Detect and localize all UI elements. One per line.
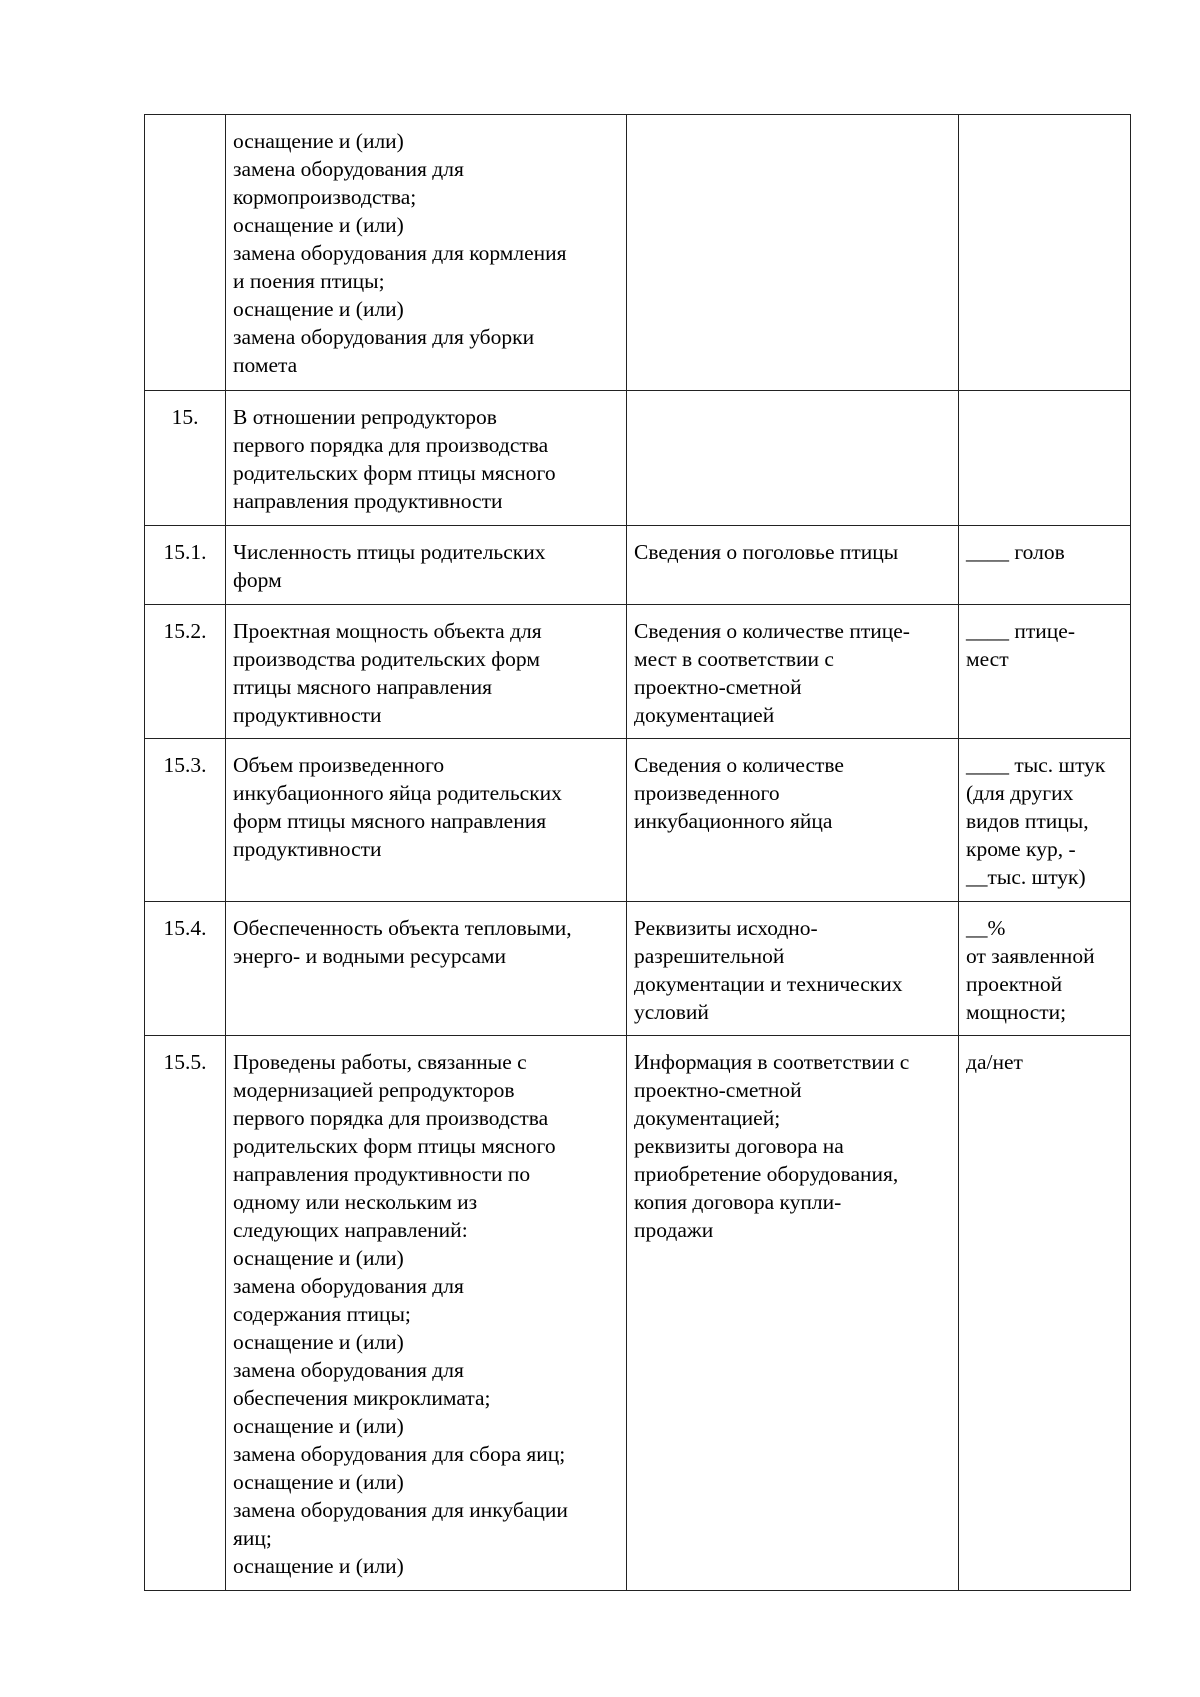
- indicator-name: В отношении репродукторов первого порядка для производства родительских форм птицы мясного направления продуктивности: [226, 391, 627, 526]
- table-row: [145, 391, 1131, 526]
- indicator-name: Проведены работы, связанные с модернизацией репродукторов первого порядка для производства родительских форм птицы мясного направления продуктивности по одному или нескольким из следующих направлений: оснащение и (или) замена оборудования для содержания птицы; оснащение и (или) замена оборудования для обеспечения микроклимата; оснащение и (или) замена оборудования для сбора яиц; оснащение и (или) замена оборудования для инкубации яиц; оснащение и (или): [226, 1036, 627, 1591]
- indicator-value: [959, 391, 1131, 526]
- confirming-document: [627, 391, 959, 526]
- table-row: [145, 115, 1131, 391]
- indicator-value: да/нет: [959, 1036, 1131, 1591]
- table-row: [145, 526, 1131, 605]
- confirming-document: Сведения о количестве произведенного инкубационного яйца: [627, 739, 959, 902]
- row-number: 15.5.: [145, 1036, 226, 1591]
- indicator-value: [959, 115, 1131, 391]
- row-number: [145, 115, 226, 391]
- row-number: 15.1.: [145, 526, 226, 605]
- confirming-document: Сведения о поголовье птицы: [627, 526, 959, 605]
- table-row: [145, 1036, 1131, 1591]
- confirming-document: [627, 115, 959, 391]
- row-number: 15.4.: [145, 902, 226, 1036]
- indicator-name: Объем произведенного инкубационного яйца родительских форм птицы мясного направления продуктивности: [226, 739, 627, 902]
- row-number: 15.3.: [145, 739, 226, 902]
- indicator-value: __% от заявленной проектной мощности;: [959, 902, 1131, 1036]
- indicator-name: оснащение и (или) замена оборудования для кормопроизводства; оснащение и (или) замена оборудования для кормления и поения птицы; оснащение и (или) замена оборудования для уборки помета: [226, 115, 627, 391]
- indicator-value: ____ голов: [959, 526, 1131, 605]
- row-number: 15.: [145, 391, 226, 526]
- table-row: [145, 902, 1131, 1036]
- indicator-name: Проектная мощность объекта для производства родительских форм птицы мясного направления продуктивности: [226, 605, 627, 739]
- confirming-document: Сведения о количестве птице- мест в соответствии с проектно-сметной документацией: [627, 605, 959, 739]
- indicator-name: Численность птицы родительских форм: [226, 526, 627, 605]
- row-number: 15.2.: [145, 605, 226, 739]
- requirements-table: [144, 114, 1131, 1591]
- confirming-document: Информация в соответствии с проектно-сметной документацией; реквизиты договора на приобретение оборудования, копия договора купли- продажи: [627, 1036, 959, 1591]
- table-row: [145, 739, 1131, 902]
- confirming-document: Реквизиты исходно- разрешительной документации и технических условий: [627, 902, 959, 1036]
- indicator-value: ____ тыс. штук (для других видов птицы, кроме кур, - __тыс. штук): [959, 739, 1131, 902]
- indicator-value: ____ птице- мест: [959, 605, 1131, 739]
- indicator-name: Обеспеченность объекта тепловыми, энерго- и водными ресурсами: [226, 902, 627, 1036]
- table-row: [145, 605, 1131, 739]
